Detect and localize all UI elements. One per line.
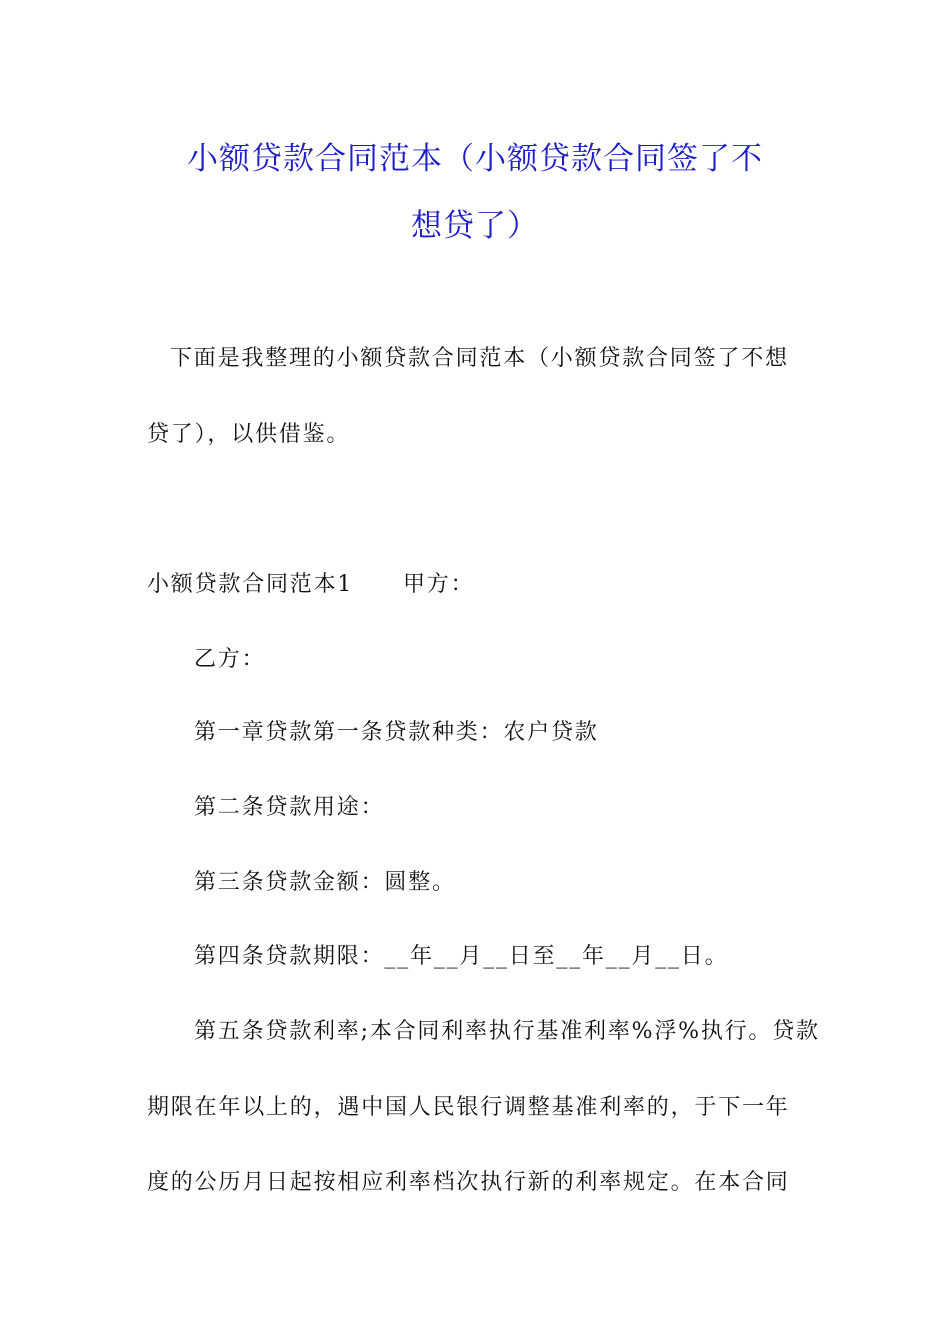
intro-paragraph-line-2: 贷了），以供借鉴。 <box>147 422 351 447</box>
article-2: 第二条贷款用途： <box>194 795 385 820</box>
article-3: 第三条贷款金额：圆整。 <box>194 870 456 895</box>
section-heading: 小额贷款合同范本1 <box>147 572 354 597</box>
article-4: 第四条贷款期限：__年__月__日至__年__月__日。 <box>194 944 729 969</box>
document-title-line-2: 想贷了） <box>411 208 539 244</box>
article-5-line-3: 度的公历月日起按相应利率档次执行新的利率规定。在本合同 <box>147 1170 790 1195</box>
article-5-line-2: 期限在年以上的，遇中国人民银行调整基准利率的，于下一年 <box>147 1095 790 1120</box>
party-a-label: 甲方： <box>403 572 475 597</box>
document-title-line-1: 小额贷款合同范本（小额贷款合同签了不 <box>187 141 763 177</box>
party-b-label: 乙方： <box>194 647 266 672</box>
intro-paragraph-line-1: 下面是我整理的小额贷款合同范本（小额贷款合同签了不想 <box>170 346 789 371</box>
article-1: 第一章贷款第一条贷款种类：农户贷款 <box>194 720 599 745</box>
article-5-line-1: 第五条贷款利率;本合同利率执行基准利率%浮%执行。贷款 <box>194 1019 820 1044</box>
